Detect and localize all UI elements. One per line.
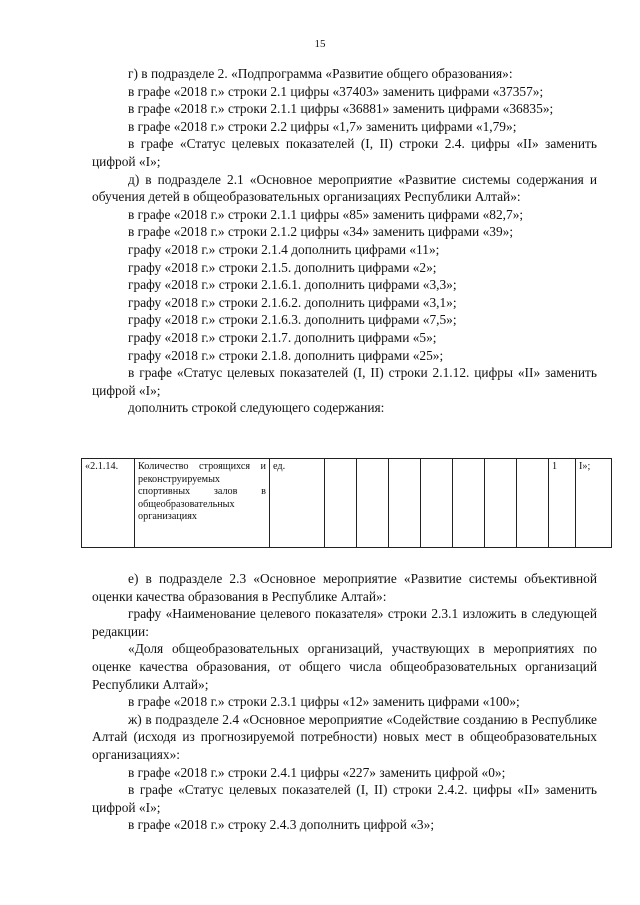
paragraph: ж) в подразделе 2.4 «Основное мероприятие «Содействие созданию в Республике Алтай (исходя из прогнозируемой потребности) новых мест в общеобразовательных организациях»: xyxy=(92,711,597,762)
paragraph: в графе «Статус целевых показателей (I, II) строки 2.1.12. цифры «II» заменить цифрой «I»; xyxy=(92,365,597,398)
paragraph: графу «2018 г.» строки 2.1.5. дополнить цифрами «2»; xyxy=(128,259,437,275)
paragraph: «Доля общеобразовательных организаций, участвующих в мероприятиях по оценке качества образования, от общего числа общеобразовательных организаций Республики Алтай»; xyxy=(92,641,597,692)
paragraph: графу «2018 г.» строки 2.1.6.1. дополнить цифрами «3,3»; xyxy=(128,277,457,293)
paragraph: графу «2018 г.» строки 2.1.7. дополнить цифрами «5»; xyxy=(128,329,437,345)
paragraph: г) в подразделе 2. «Подпрограмма «Развитие общего образования»: xyxy=(128,66,513,81)
inserted-row-table xyxy=(81,458,612,548)
empty-cell xyxy=(485,459,517,548)
paragraph: в графе «2018 г.» строки 2.1 цифры «37403» заменить цифрами «37357»; xyxy=(128,83,544,99)
indicator-name: Количество строящихся и реконструируемых спортивных залов в общеобразовательных организациях xyxy=(135,459,270,548)
page-number: 15 xyxy=(314,38,326,50)
amendments-part-1 xyxy=(92,65,597,417)
paragraph: графу «2018 г.» строки 2.1.6.2. дополнить цифрами «3,1»; xyxy=(128,294,457,310)
empty-cell xyxy=(357,459,389,548)
paragraph: в графе «2018 г.» строки 2.1.1 цифры «36881» заменить цифрами «36835»; xyxy=(128,101,554,117)
empty-cell xyxy=(389,459,421,548)
table-row xyxy=(82,459,612,548)
paragraph: в графе «Статус целевых показателей (I, II) строки 2.4. цифры «II» заменить цифрой «I»; xyxy=(92,136,597,169)
status-cell: I»; xyxy=(576,459,612,548)
empty-cell xyxy=(421,459,453,548)
paragraph: е) в подразделе 2.3 «Основное мероприятие «Развитие системы объективной оценки качества образования в Республике Алтай»: xyxy=(92,571,597,604)
row-code: «2.1.14. xyxy=(82,459,135,548)
paragraph: графу «Наименование целевого показателя» строки 2.3.1 изложить в следующей редакции: xyxy=(92,606,597,639)
amendments-part-2 xyxy=(92,570,597,834)
paragraph: в графе «2018 г.» строки 2.1.2 цифры «34» заменить цифрами «39»; xyxy=(128,224,514,240)
paragraph: в графе «Статус целевых показателей (I, II) строки 2.4.2. цифры «II» заменить цифрой «I»; xyxy=(92,782,597,815)
paragraph: графу «2018 г.» строки 2.1.6.3. дополнить цифрами «7,5»; xyxy=(128,312,457,328)
paragraph: д) в подразделе 2.1 «Основное мероприятие «Развитие системы содержания и обучения детей в общеобразовательных организациях Республики Алтай»: xyxy=(92,171,597,205)
value-cell: 1 xyxy=(549,459,576,548)
paragraph: дополнить строкой следующего содержания: xyxy=(128,400,385,416)
paragraph: в графе «2018 г.» строки 2.1.1 цифры «85» заменить цифрами «82,7»; xyxy=(128,206,524,222)
unit-cell: ед. xyxy=(270,459,325,548)
paragraph: в графе «2018 г.» строки 2.2 цифры «1,7» заменить цифрами «1,79»; xyxy=(128,118,517,134)
paragraph: графу «2018 г.» строки 2.1.4 дополнить цифрами «11»; xyxy=(128,241,440,257)
paragraph: в графе «2018 г.» строку 2.4.3 дополнить цифрой «3»; xyxy=(128,817,435,833)
empty-cell xyxy=(325,459,357,548)
empty-cell xyxy=(517,459,549,548)
paragraph: в графе «2018 г.» строки 2.4.1 цифры «227» заменить цифрой «0»; xyxy=(128,764,506,780)
paragraph: в графе «2018 г.» строки 2.3.1 цифры «12» заменить цифрами «100»; xyxy=(128,694,520,710)
empty-cell xyxy=(453,459,485,548)
paragraph: графу «2018 г.» строки 2.1.8. дополнить цифрами «25»; xyxy=(128,347,444,363)
